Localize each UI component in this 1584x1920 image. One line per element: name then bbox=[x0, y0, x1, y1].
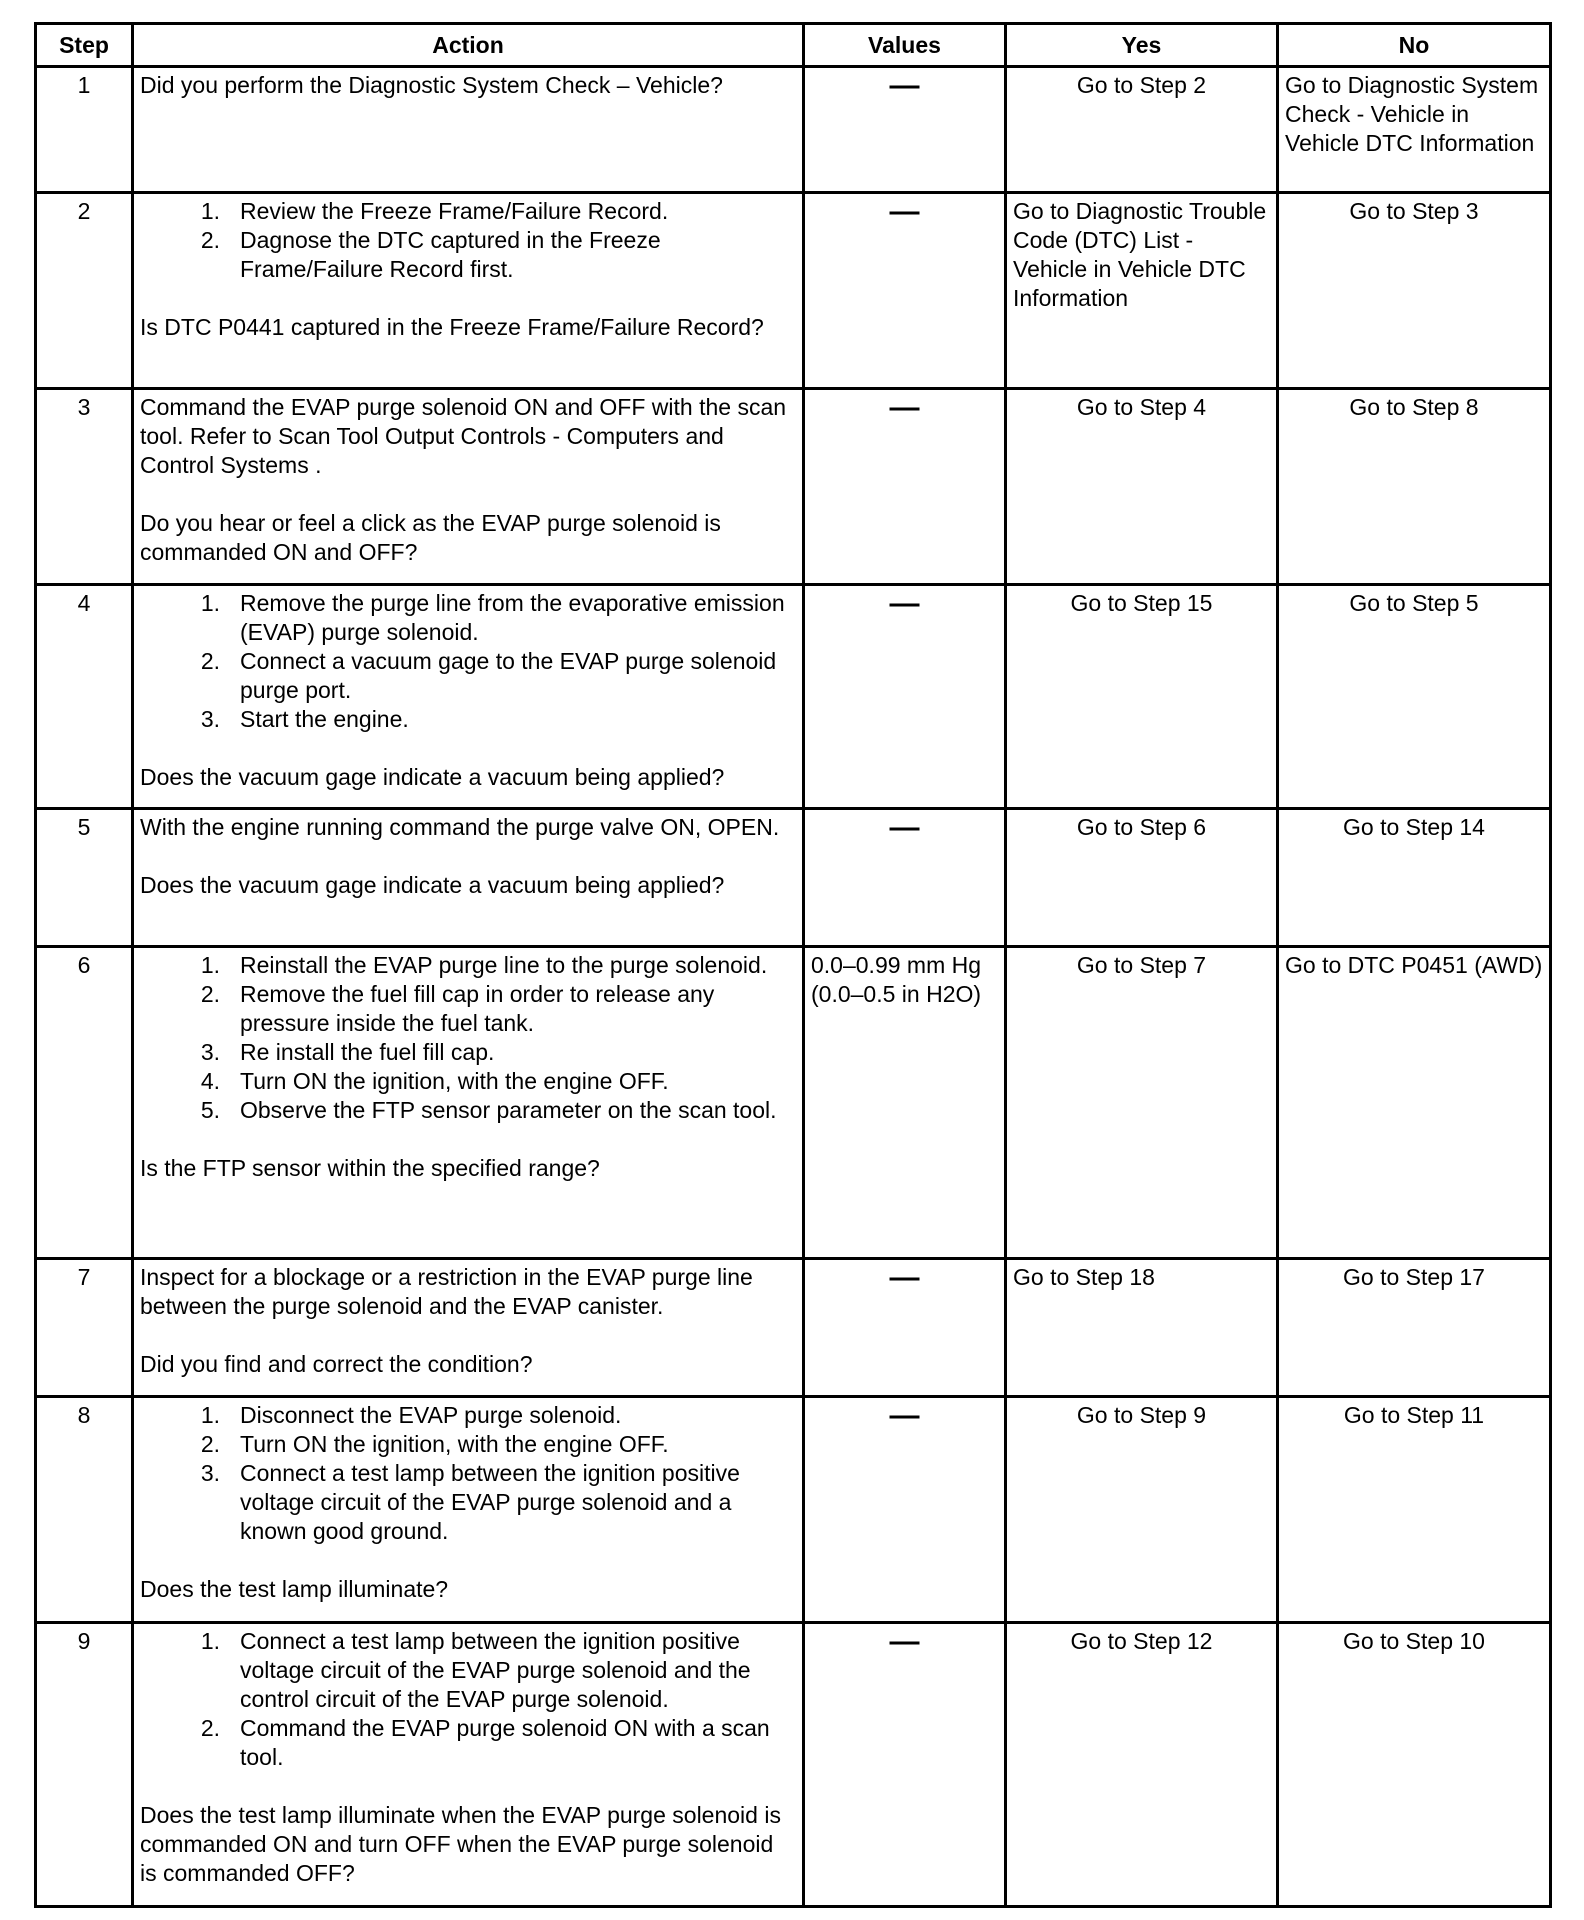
action-question: Is DTC P0441 captured in the Freeze Frame/Failure Record? bbox=[140, 314, 764, 340]
no-cell: Go to Step 17 bbox=[1278, 1259, 1551, 1397]
step-number: 7 bbox=[36, 1259, 133, 1397]
no-cell: Go to Step 5 bbox=[1278, 585, 1551, 809]
header-action: Action bbox=[133, 24, 804, 67]
values-cell bbox=[804, 1397, 1006, 1623]
diagnostic-table bbox=[34, 22, 1552, 1908]
yes-cell: Go to Step 6 bbox=[1006, 809, 1278, 947]
values-cell bbox=[804, 1259, 1006, 1397]
table-row bbox=[36, 947, 1551, 1259]
action-step: 1. Remove the purge line from the evaporative emission (EVAP) purge solenoid. bbox=[200, 590, 785, 645]
values-cell bbox=[804, 809, 1006, 947]
action-step: 2. Command the EVAP purge solenoid ON with a scan tool. bbox=[200, 1715, 770, 1770]
table-row bbox=[36, 1397, 1551, 1623]
action-step: 1. Review the Freeze Frame/Failure Record. bbox=[200, 198, 669, 224]
step-number: 9 bbox=[36, 1623, 133, 1907]
action-question: Does the test lamp illuminate when the EVAP purge solenoid is commanded ON and turn OFF when the EVAP purge solenoid is commanded OFF? bbox=[140, 1802, 781, 1886]
action-step: 2. Turn ON the ignition, with the engine OFF. bbox=[200, 1431, 669, 1457]
values-range-inh2o: (0.0–0.5 in H2O) bbox=[811, 981, 982, 1007]
yes-cell: Go to Step 2 bbox=[1006, 67, 1278, 193]
action-question: Did you find and correct the condition? bbox=[140, 1351, 533, 1377]
action-text: With the engine running command the purge valve ON, OPEN. bbox=[140, 814, 780, 840]
values-cell bbox=[804, 389, 1006, 585]
yes-cell: Go to Step 4 bbox=[1006, 389, 1278, 585]
values-range-mmhg: 0.0–0.99 mm Hg bbox=[811, 952, 982, 978]
values-dash: — bbox=[889, 1261, 920, 1294]
step-number: 3 bbox=[36, 389, 133, 585]
yes-cell: Go to Step 15 bbox=[1006, 585, 1278, 809]
values-dash: — bbox=[889, 1399, 920, 1432]
action-text: Inspect for a blockage or a restriction in the EVAP purge line between the purge solenoid and the EVAP canister. bbox=[140, 1264, 753, 1319]
yes-cell: Go to Step 7 bbox=[1006, 947, 1278, 1259]
action-step: 3. Connect a test lamp between the ignition positive voltage circuit of the EVAP purge solenoid and a known good ground. bbox=[200, 1460, 740, 1544]
table-row bbox=[36, 809, 1551, 947]
action-step: 1. Reinstall the EVAP purge line to the purge solenoid. bbox=[200, 952, 768, 978]
action-cell bbox=[133, 809, 804, 947]
action-cell bbox=[133, 389, 804, 585]
action-question: Is the FTP sensor within the specified range? bbox=[140, 1155, 600, 1181]
values-dash: — bbox=[889, 195, 920, 228]
step-number: 6 bbox=[36, 947, 133, 1259]
action-cell bbox=[133, 585, 804, 809]
table-row bbox=[36, 1623, 1551, 1907]
action-question: Does the vacuum gage indicate a vacuum being applied? bbox=[140, 764, 725, 790]
step-number: 1 bbox=[36, 67, 133, 193]
table-row bbox=[36, 193, 1551, 389]
values-cell bbox=[804, 1623, 1006, 1907]
no-cell: Go to Diagnostic System Check - Vehicle in Vehicle DTC Information bbox=[1278, 67, 1551, 193]
action-step: 2. Dagnose the DTC captured in the Freeze Frame/Failure Record first. bbox=[200, 227, 661, 282]
action-cell bbox=[133, 67, 804, 193]
action-cell bbox=[133, 1623, 804, 1907]
action-text: Did you perform the Diagnostic System Check – Vehicle? bbox=[140, 72, 723, 98]
action-steps bbox=[140, 1627, 796, 1772]
no-cell: Go to Step 8 bbox=[1278, 389, 1551, 585]
action-question: Does the test lamp illuminate? bbox=[140, 1576, 449, 1602]
no-cell: Go to Step 10 bbox=[1278, 1623, 1551, 1907]
action-cell bbox=[133, 947, 804, 1259]
values-cell bbox=[804, 67, 1006, 193]
action-question: Do you hear or feel a click as the EVAP purge solenoid is commanded ON and OFF? bbox=[140, 510, 721, 565]
action-question: Does the vacuum gage indicate a vacuum being applied? bbox=[140, 872, 725, 898]
values-cell bbox=[804, 947, 1006, 1259]
values-cell bbox=[804, 585, 1006, 809]
action-cell bbox=[133, 1259, 804, 1397]
step-number: 2 bbox=[36, 193, 133, 389]
action-cell bbox=[133, 193, 804, 389]
step-number: 8 bbox=[36, 1397, 133, 1623]
header-yes: Yes bbox=[1006, 24, 1278, 67]
table-row bbox=[36, 67, 1551, 193]
action-step: 2. Connect a vacuum gage to the EVAP purge solenoid purge port. bbox=[200, 648, 777, 703]
action-step: 3. Re install the fuel fill cap. bbox=[200, 1039, 495, 1065]
step-number: 5 bbox=[36, 809, 133, 947]
action-steps bbox=[140, 197, 796, 284]
table-row bbox=[36, 389, 1551, 585]
action-steps bbox=[140, 1401, 796, 1546]
yes-cell: Go to Diagnostic Trouble Code (DTC) List - Vehicle in Vehicle DTC Information bbox=[1006, 193, 1278, 389]
step-number: 4 bbox=[36, 585, 133, 809]
action-step: 2. Remove the fuel fill cap in order to release any pressure inside the fuel tank. bbox=[200, 981, 715, 1036]
no-cell: Go to DTC P0451 (AWD) bbox=[1278, 947, 1551, 1259]
header-values: Values bbox=[804, 24, 1006, 67]
action-text: Command the EVAP purge solenoid ON and OFF with the scan tool. Refer to Scan Tool Output Controls - Computers and Control Systems . bbox=[140, 394, 787, 478]
values-dash: — bbox=[889, 69, 920, 102]
action-cell bbox=[133, 1397, 804, 1623]
yes-cell: Go to Step 9 bbox=[1006, 1397, 1278, 1623]
action-step: 3. Start the engine. bbox=[200, 706, 409, 732]
action-step: 1. Disconnect the EVAP purge solenoid. bbox=[200, 1402, 622, 1428]
values-dash: — bbox=[889, 391, 920, 424]
values-dash: — bbox=[889, 1625, 920, 1658]
values-cell bbox=[804, 193, 1006, 389]
no-cell: Go to Step 14 bbox=[1278, 809, 1551, 947]
no-cell: Go to Step 11 bbox=[1278, 1397, 1551, 1623]
no-cell: Go to Step 3 bbox=[1278, 193, 1551, 389]
action-step: 5. Observe the FTP sensor parameter on the scan tool. bbox=[200, 1097, 777, 1123]
header-step: Step bbox=[36, 24, 133, 67]
yes-cell: Go to Step 12 bbox=[1006, 1623, 1278, 1907]
yes-cell: Go to Step 18 bbox=[1006, 1259, 1278, 1397]
header-row bbox=[36, 24, 1551, 67]
values-dash: — bbox=[889, 811, 920, 844]
values-dash: — bbox=[889, 587, 920, 620]
action-steps bbox=[140, 589, 796, 734]
table-row bbox=[36, 1259, 1551, 1397]
action-step: 1. Connect a test lamp between the ignition positive voltage circuit of the EVAP purge solenoid and the control circuit of the EVAP purge solenoid. bbox=[200, 1628, 751, 1712]
action-steps bbox=[140, 951, 796, 1125]
header-no: No bbox=[1278, 24, 1551, 67]
table-row bbox=[36, 585, 1551, 809]
action-step: 4. Turn ON the ignition, with the engine OFF. bbox=[200, 1068, 669, 1094]
